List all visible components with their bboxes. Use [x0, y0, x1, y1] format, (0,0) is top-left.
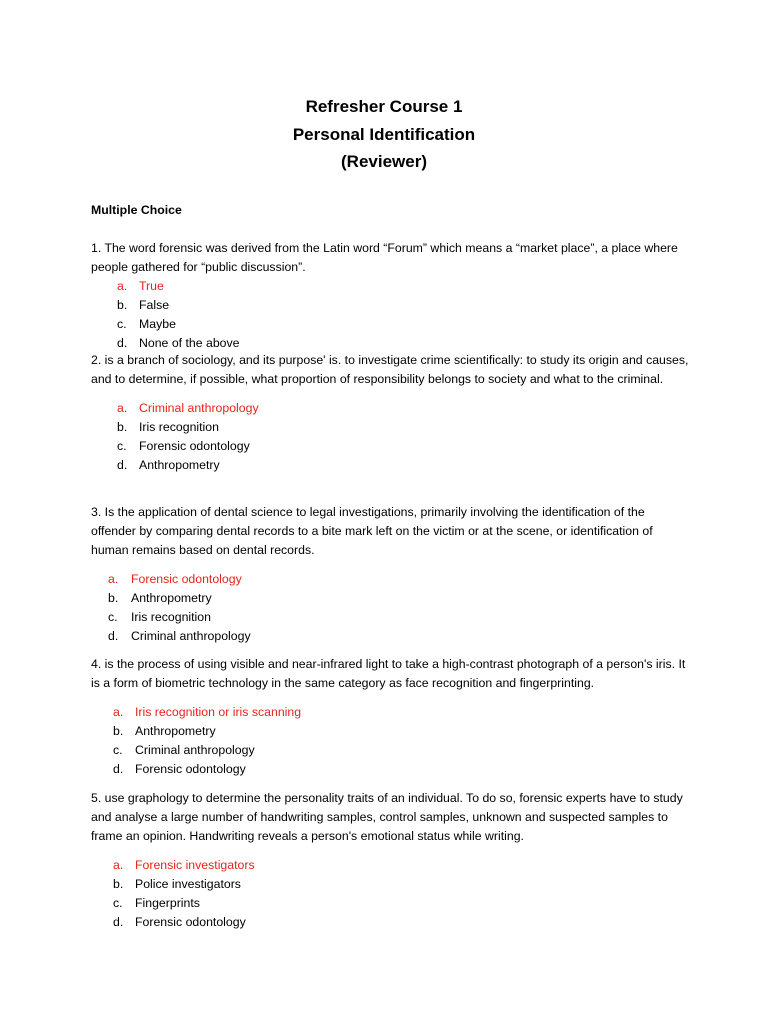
section-heading: Multiple Choice — [91, 203, 182, 217]
option-letter: b. — [117, 420, 128, 434]
title-line: Personal Identification — [292, 124, 476, 144]
option-d — [108, 627, 691, 646]
option-text: Police investigators — [135, 877, 241, 891]
option-text: Forensic odontology — [139, 439, 250, 453]
question-3 — [91, 503, 691, 646]
option-letter: d. — [113, 762, 124, 776]
option-d — [113, 913, 691, 932]
option-letter: c. — [108, 610, 118, 624]
option-text: Criminal anthropology — [131, 629, 251, 643]
option-text: Forensic investigators — [135, 858, 255, 872]
option-text: Criminal anthropology — [139, 401, 259, 415]
option-list — [91, 277, 691, 353]
option-letter: b. — [113, 877, 124, 891]
option-b — [113, 875, 691, 894]
option-letter: c. — [117, 439, 127, 453]
option-a — [113, 856, 691, 875]
option-letter: b. — [108, 591, 119, 605]
option-d — [117, 456, 691, 475]
option-letter: c. — [113, 896, 123, 910]
option-c — [113, 741, 691, 760]
option-letter: a. — [117, 401, 128, 415]
option-text: Iris recognition or iris scanning — [135, 705, 302, 719]
option-letter: d. — [113, 915, 124, 929]
option-text: Fingerprints — [135, 896, 200, 910]
option-list — [91, 856, 691, 932]
title-line: (Reviewer) — [341, 152, 427, 171]
question-text: 1. The word forensic was derived from the Latin word “Forum” which means a “market place”, a place where people gathered for “public discussion”. — [91, 241, 678, 274]
option-b — [113, 722, 691, 741]
option-letter: b. — [117, 298, 128, 312]
option-letter: d. — [117, 336, 128, 350]
option-list — [91, 399, 691, 475]
option-a — [108, 570, 691, 589]
option-a — [117, 399, 691, 418]
option-letter: c. — [113, 743, 123, 757]
option-list — [91, 703, 691, 779]
title-line: Refresher Course 1 — [305, 97, 463, 116]
option-letter: d. — [117, 458, 128, 472]
option-text: Anthropometry — [135, 724, 216, 738]
question-2 — [91, 351, 691, 475]
option-b — [117, 296, 691, 315]
option-text: Maybe — [139, 317, 176, 331]
question-text: 3. Is the application of dental science to legal investigations, primarily involving the identification of the offender by comparing dental records to a bite mark left on the victim or at the scene, or identification of human remains based on dental records. — [91, 505, 653, 557]
option-text: True — [139, 279, 164, 293]
option-letter: b. — [113, 724, 124, 738]
question-1 — [91, 239, 691, 353]
option-letter: a. — [113, 858, 124, 872]
option-c — [117, 437, 691, 456]
option-text: Iris recognition — [131, 610, 211, 624]
option-letter: d. — [108, 629, 119, 643]
option-letter: a. — [108, 572, 119, 586]
option-c — [108, 608, 691, 627]
option-text: None of the above — [139, 336, 240, 350]
question-text: 4. is the process of using visible and near-infrared light to take a high-contrast photograph of a person's iris. It is a form of biometric technology in the same category as face recognition and fingerprinting. — [91, 657, 686, 690]
option-d — [113, 760, 691, 779]
question-text: 5. use graphology to determine the personality traits of an individual. To do so, forensic experts have to study and analyse a large number of handwriting samples, control samples, unknown and suspected samples to frame an opinion. Handwriting reveals a person's emotional status while writing. — [91, 791, 683, 843]
question-5 — [91, 789, 691, 932]
option-b — [108, 589, 691, 608]
option-letter: a. — [113, 705, 124, 719]
option-b — [117, 418, 691, 437]
option-text: Anthropometry — [139, 458, 220, 472]
question-text: 2. is a branch of sociology, and its purpose' is. to investigate crime scientifically: to study its origin and causes, and to determine, if possible, what proportion of responsibility belongs to society and what to the criminal. — [91, 353, 689, 386]
option-a — [117, 277, 691, 296]
option-a — [113, 703, 691, 722]
document-title — [0, 93, 768, 176]
option-letter: c. — [117, 317, 127, 331]
option-text: Iris recognition — [139, 420, 219, 434]
option-c — [113, 894, 691, 913]
option-c — [117, 315, 691, 334]
option-text: Forensic odontology — [135, 762, 246, 776]
option-text: False — [139, 298, 170, 312]
option-list — [91, 570, 691, 646]
option-text: Forensic odontology — [135, 915, 246, 929]
option-text: Criminal anthropology — [135, 743, 255, 757]
question-4 — [91, 655, 691, 779]
option-text: Anthropometry — [131, 591, 212, 605]
option-text: Forensic odontology — [131, 572, 242, 586]
option-letter: a. — [117, 279, 128, 293]
